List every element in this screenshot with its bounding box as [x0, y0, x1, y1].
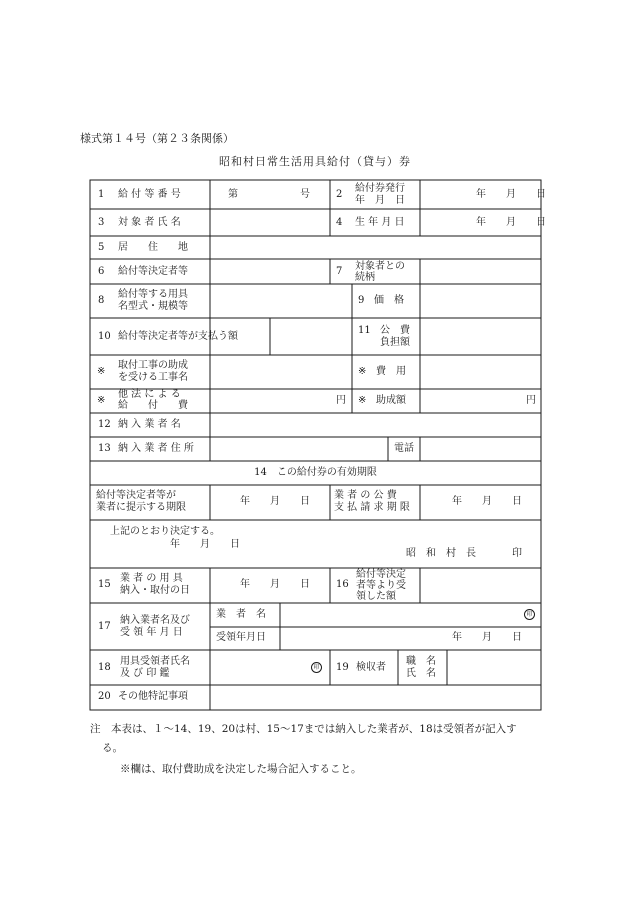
row17-number: 17 [98, 621, 111, 632]
row19-name-label: 氏 名 [406, 668, 436, 679]
phone-label: 電話 [394, 443, 414, 454]
row20-label: その他特記事項 [118, 691, 188, 702]
josei-label: 助成額 [376, 395, 406, 406]
row6-label: 給付等決定者等 [118, 266, 188, 277]
kouji-mark: ※ [97, 366, 106, 377]
form-number: 様式第１４号（第２３条関係） [80, 132, 234, 145]
josei-yen: 円 [526, 395, 536, 406]
row15-label-line1: 業 者 の 用 具 [120, 573, 183, 584]
row17-label-line2: 受 領 年 月 日 [120, 627, 183, 638]
row19-label: 検収者 [356, 662, 386, 673]
hiyou-label: 費 用 [376, 366, 406, 377]
kigen2-label-line1: 業 者 の 公 費 [334, 490, 397, 501]
recipient-seal-mark: 印 [311, 662, 322, 673]
row5-label: 居 住 地 [118, 242, 188, 253]
row3-number: 3 [98, 217, 105, 228]
vendor-seal-mark: 印 [524, 609, 535, 620]
row2-label-line2: 年 月 日 [355, 195, 405, 206]
row1-go: 号 [300, 189, 310, 200]
decision-date: 年 月 日 [170, 539, 240, 550]
mayor-seal-mark: 印 [512, 548, 522, 559]
row4-label: 生 年 月 日 [355, 217, 405, 228]
row15-date: 年 月 日 [240, 579, 310, 590]
row1-number: 1 [98, 189, 105, 200]
row17-label-line1: 納入業者名及び [120, 615, 190, 626]
row10-label: 給付等決定者等が支払う額 [118, 331, 238, 342]
row16-number: 16 [336, 579, 349, 590]
row2-number: 2 [336, 189, 343, 200]
row15-number: 15 [98, 579, 111, 590]
row9-number: 9 [358, 295, 365, 306]
row11-label-line1: 公 費 [380, 325, 410, 336]
row18-number: 18 [98, 662, 111, 673]
note-line1: 注 本表は、１～14、19、20は村、15～17までは納入した業者が、18は受領者が記入す [90, 723, 517, 735]
row9-label: 価 格 [374, 295, 404, 306]
row2-label-line1: 給付券発行 [355, 183, 405, 194]
row19-position-label: 職 名 [406, 656, 436, 667]
document-title: 昭和村日常生活用具給付（貸与）券 [219, 155, 411, 168]
row6-number: 6 [98, 266, 105, 277]
tahou-mark: ※ [97, 395, 106, 406]
row7-number: 7 [336, 266, 343, 277]
row8-number: 8 [98, 295, 105, 306]
kouji-label-line2: を受ける工事名 [118, 372, 188, 383]
note-line2: る。 [102, 742, 123, 754]
row13-number: 13 [98, 443, 111, 454]
kigen2-label-line2: 支 払 請 求 期 限 [334, 502, 410, 513]
row17-vendor-label: 業 者 名 [216, 609, 266, 620]
row16-label-line2: 者等より受 [356, 580, 406, 591]
row12-label: 納 入 業 者 名 [118, 419, 181, 430]
row1-dai: 第 [228, 189, 238, 200]
row3-label: 対 象 者 氏 名 [118, 217, 181, 228]
row13-label: 納 入 業 者 住 所 [118, 443, 194, 454]
row2-date: 年 月 日 [476, 189, 546, 200]
row10-number: 10 [98, 331, 111, 342]
kigen-label-line1: 給付等決定者等が [96, 490, 176, 501]
row7-label-line1: 対象者との [355, 261, 405, 272]
decision-statement: 上記のとおり決定する。 [110, 526, 220, 537]
kigen-label-line2: 業者に提示する期限 [96, 502, 186, 513]
row19-number: 19 [336, 662, 349, 673]
kigen-date: 年 月 日 [240, 496, 310, 507]
josei-mark: ※ [358, 395, 367, 406]
row1-label: 給 付 等 番 号 [118, 189, 181, 200]
row18-label-line1: 用具受領者氏名 [120, 656, 190, 667]
mayor-title: 昭 和 村 長 [406, 548, 476, 559]
row5-number: 5 [98, 242, 105, 253]
hiyou-mark: ※ [358, 366, 367, 377]
row20-number: 20 [98, 691, 111, 702]
row16-label-line3: 領した額 [356, 591, 396, 602]
row4-date: 年 月 日 [476, 217, 546, 228]
row16-label-line1: 給付等決定 [356, 569, 406, 580]
row18-label-line2: 及 び 印 鑑 [120, 668, 170, 679]
row14-validity-header: 14 この給付券の有効期限 [254, 467, 377, 478]
row15-label-line2: 納入・取付の日 [120, 585, 190, 596]
tahou-label-line2: 給 付 費 [118, 400, 188, 411]
row7-label-line2: 続柄 [355, 272, 375, 283]
tahou-label-line1: 他 法 に よ る [118, 389, 181, 400]
row12-number: 12 [98, 419, 111, 430]
row11-number: 11 [358, 325, 371, 336]
row17-date: 年 月 日 [452, 632, 522, 643]
row8-label-line2: 名型式・規模等 [118, 301, 188, 312]
note-line3: ※欄は、取付費助成を決定した場合記入すること。 [120, 763, 362, 775]
kigen2-date: 年 月 日 [452, 496, 522, 507]
row8-label-line1: 給付等する用具 [118, 289, 188, 300]
row17-received-label: 受領年月日 [216, 632, 266, 643]
row11-label-line2: 負担額 [380, 337, 410, 348]
tahou-yen: 円 [336, 395, 346, 406]
row4-number: 4 [336, 217, 343, 228]
kouji-label-line1: 取付工事の助成 [118, 360, 188, 371]
